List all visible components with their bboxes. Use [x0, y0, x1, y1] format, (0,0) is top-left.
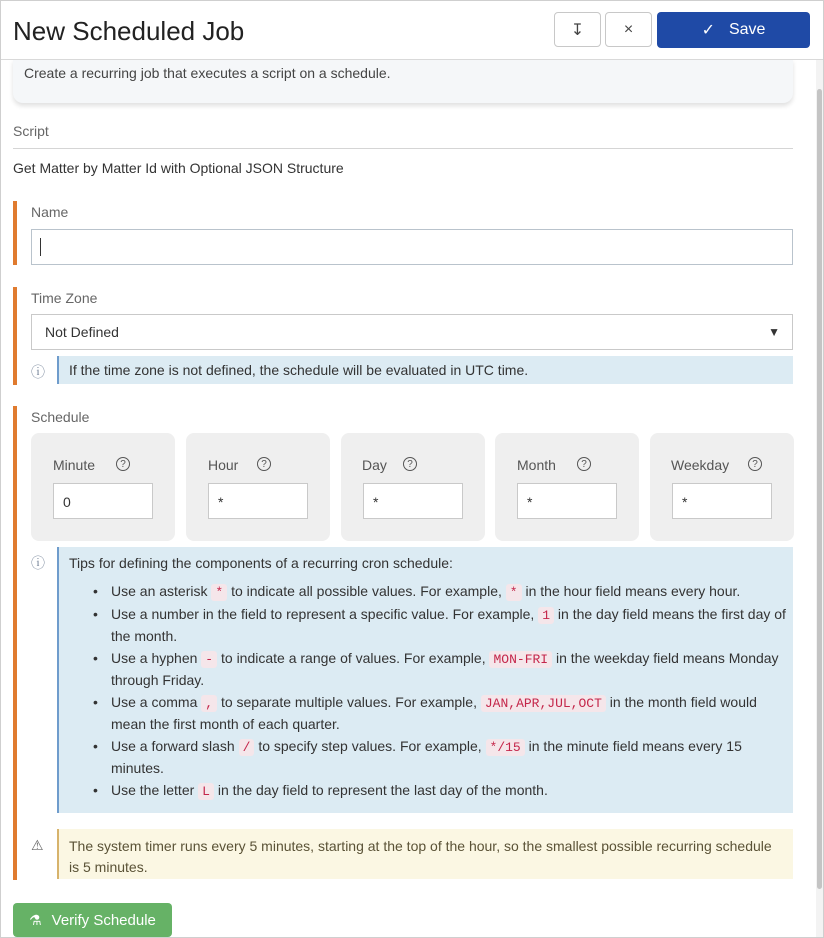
help-icon[interactable]: ? — [257, 457, 271, 471]
schedule-required-bar — [13, 406, 17, 880]
close-button[interactable] — [605, 12, 652, 47]
month-input[interactable] — [517, 483, 617, 519]
verify-schedule-button[interactable] — [13, 903, 172, 937]
minute-card — [31, 433, 175, 541]
help-icon[interactable]: ? — [116, 457, 130, 471]
close-icon: × — [623, 20, 634, 38]
verify-label: Verify Schedule — [51, 911, 156, 929]
help-icon[interactable]: ? — [748, 457, 762, 471]
weekday-value: * — [682, 494, 688, 510]
warning-icon: ⚠ — [31, 837, 44, 853]
timezone-select[interactable] — [31, 314, 793, 350]
hour-value: * — [218, 494, 224, 510]
minute-value: 0 — [63, 494, 71, 510]
weekday-input[interactable] — [672, 483, 772, 519]
scrollbar-thumb[interactable] — [817, 89, 822, 889]
day-input[interactable] — [363, 483, 463, 519]
timezone-label: Time Zone — [31, 290, 98, 306]
day-value: * — [373, 494, 379, 510]
page-title: New Scheduled Job — [13, 16, 245, 46]
description-banner — [13, 59, 793, 103]
tip-item: • Use a number in the field to represent a specific value. For example, 1 in the day field means the first day of the month. — [93, 604, 791, 648]
tip-item: • Use a forward slash / to specify step values. For example, */15 in the minute field means every 15 minutes. — [93, 736, 791, 780]
tip-item: • Use an asterisk * to indicate all possible values. For example, * in the hour field means every hour. — [93, 581, 791, 604]
info-icon: ⓘ — [31, 555, 45, 571]
text-cursor — [40, 238, 41, 256]
dropdown-arrow-icon: ▼ — [768, 325, 780, 339]
download-icon: ↧ — [570, 21, 585, 39]
weekday-label: Weekday — [671, 457, 730, 473]
tip-item: • Use a hyphen - to indicate a range of values. For example, MON-FRI in the weekday field means Monday through Friday. — [93, 648, 791, 692]
timer-warning-box — [57, 829, 793, 879]
tip-item: • Use a comma , to separate multiple values. For example, JAN,APR,JUL,OCT in the month field would mean the first month of each quarter. — [93, 692, 791, 736]
day-card — [341, 433, 485, 541]
help-icon[interactable]: ? — [403, 457, 417, 471]
tips-title: Tips for defining the components of a recurring cron schedule: — [69, 555, 453, 571]
info-icon: ⓘ — [31, 364, 45, 380]
script-value: Get Matter by Matter Id with Optional JSON Structure — [13, 160, 344, 176]
hour-label: Hour — [208, 457, 239, 473]
month-card — [495, 433, 639, 541]
name-required-bar — [13, 201, 17, 265]
timezone-info-text: If the time zone is not defined, the schedule will be evaluated in UTC time. — [69, 362, 529, 378]
hour-input[interactable] — [208, 483, 308, 519]
name-input[interactable] — [31, 229, 793, 265]
month-value: * — [527, 494, 533, 510]
flask-icon: ⚗ — [29, 911, 42, 928]
name-label: Name — [31, 204, 69, 220]
timezone-selected: Not Defined — [45, 324, 119, 340]
timezone-info-box — [57, 356, 793, 384]
minute-label: Minute — [53, 457, 96, 473]
save-label: Save — [728, 21, 766, 38]
schedule-label: Schedule — [31, 409, 90, 425]
timezone-required-bar — [13, 287, 17, 385]
tip-item: • Use the letter L in the day field to represent the last day of the month. — [93, 780, 791, 803]
check-icon: ✓ — [701, 22, 715, 39]
day-label: Day — [362, 457, 387, 473]
weekday-card — [650, 433, 794, 541]
dialog-header — [1, 1, 823, 60]
warning-text: The system timer runs every 5 minutes, starting at the top of the hour, so the smallest possible recurring schedule is 5 minutes. — [69, 838, 772, 875]
hour-card — [186, 433, 330, 541]
tips-list — [93, 581, 791, 802]
download-button[interactable] — [554, 12, 601, 47]
month-label: Month — [517, 457, 556, 473]
help-icon[interactable]: ? — [577, 457, 591, 471]
script-label: Script — [13, 123, 49, 139]
minute-input[interactable] — [53, 483, 153, 519]
script-divider — [13, 148, 793, 149]
save-button[interactable] — [657, 12, 810, 48]
description-text: Create a recurring job that executes a script on a schedule. — [24, 65, 391, 81]
